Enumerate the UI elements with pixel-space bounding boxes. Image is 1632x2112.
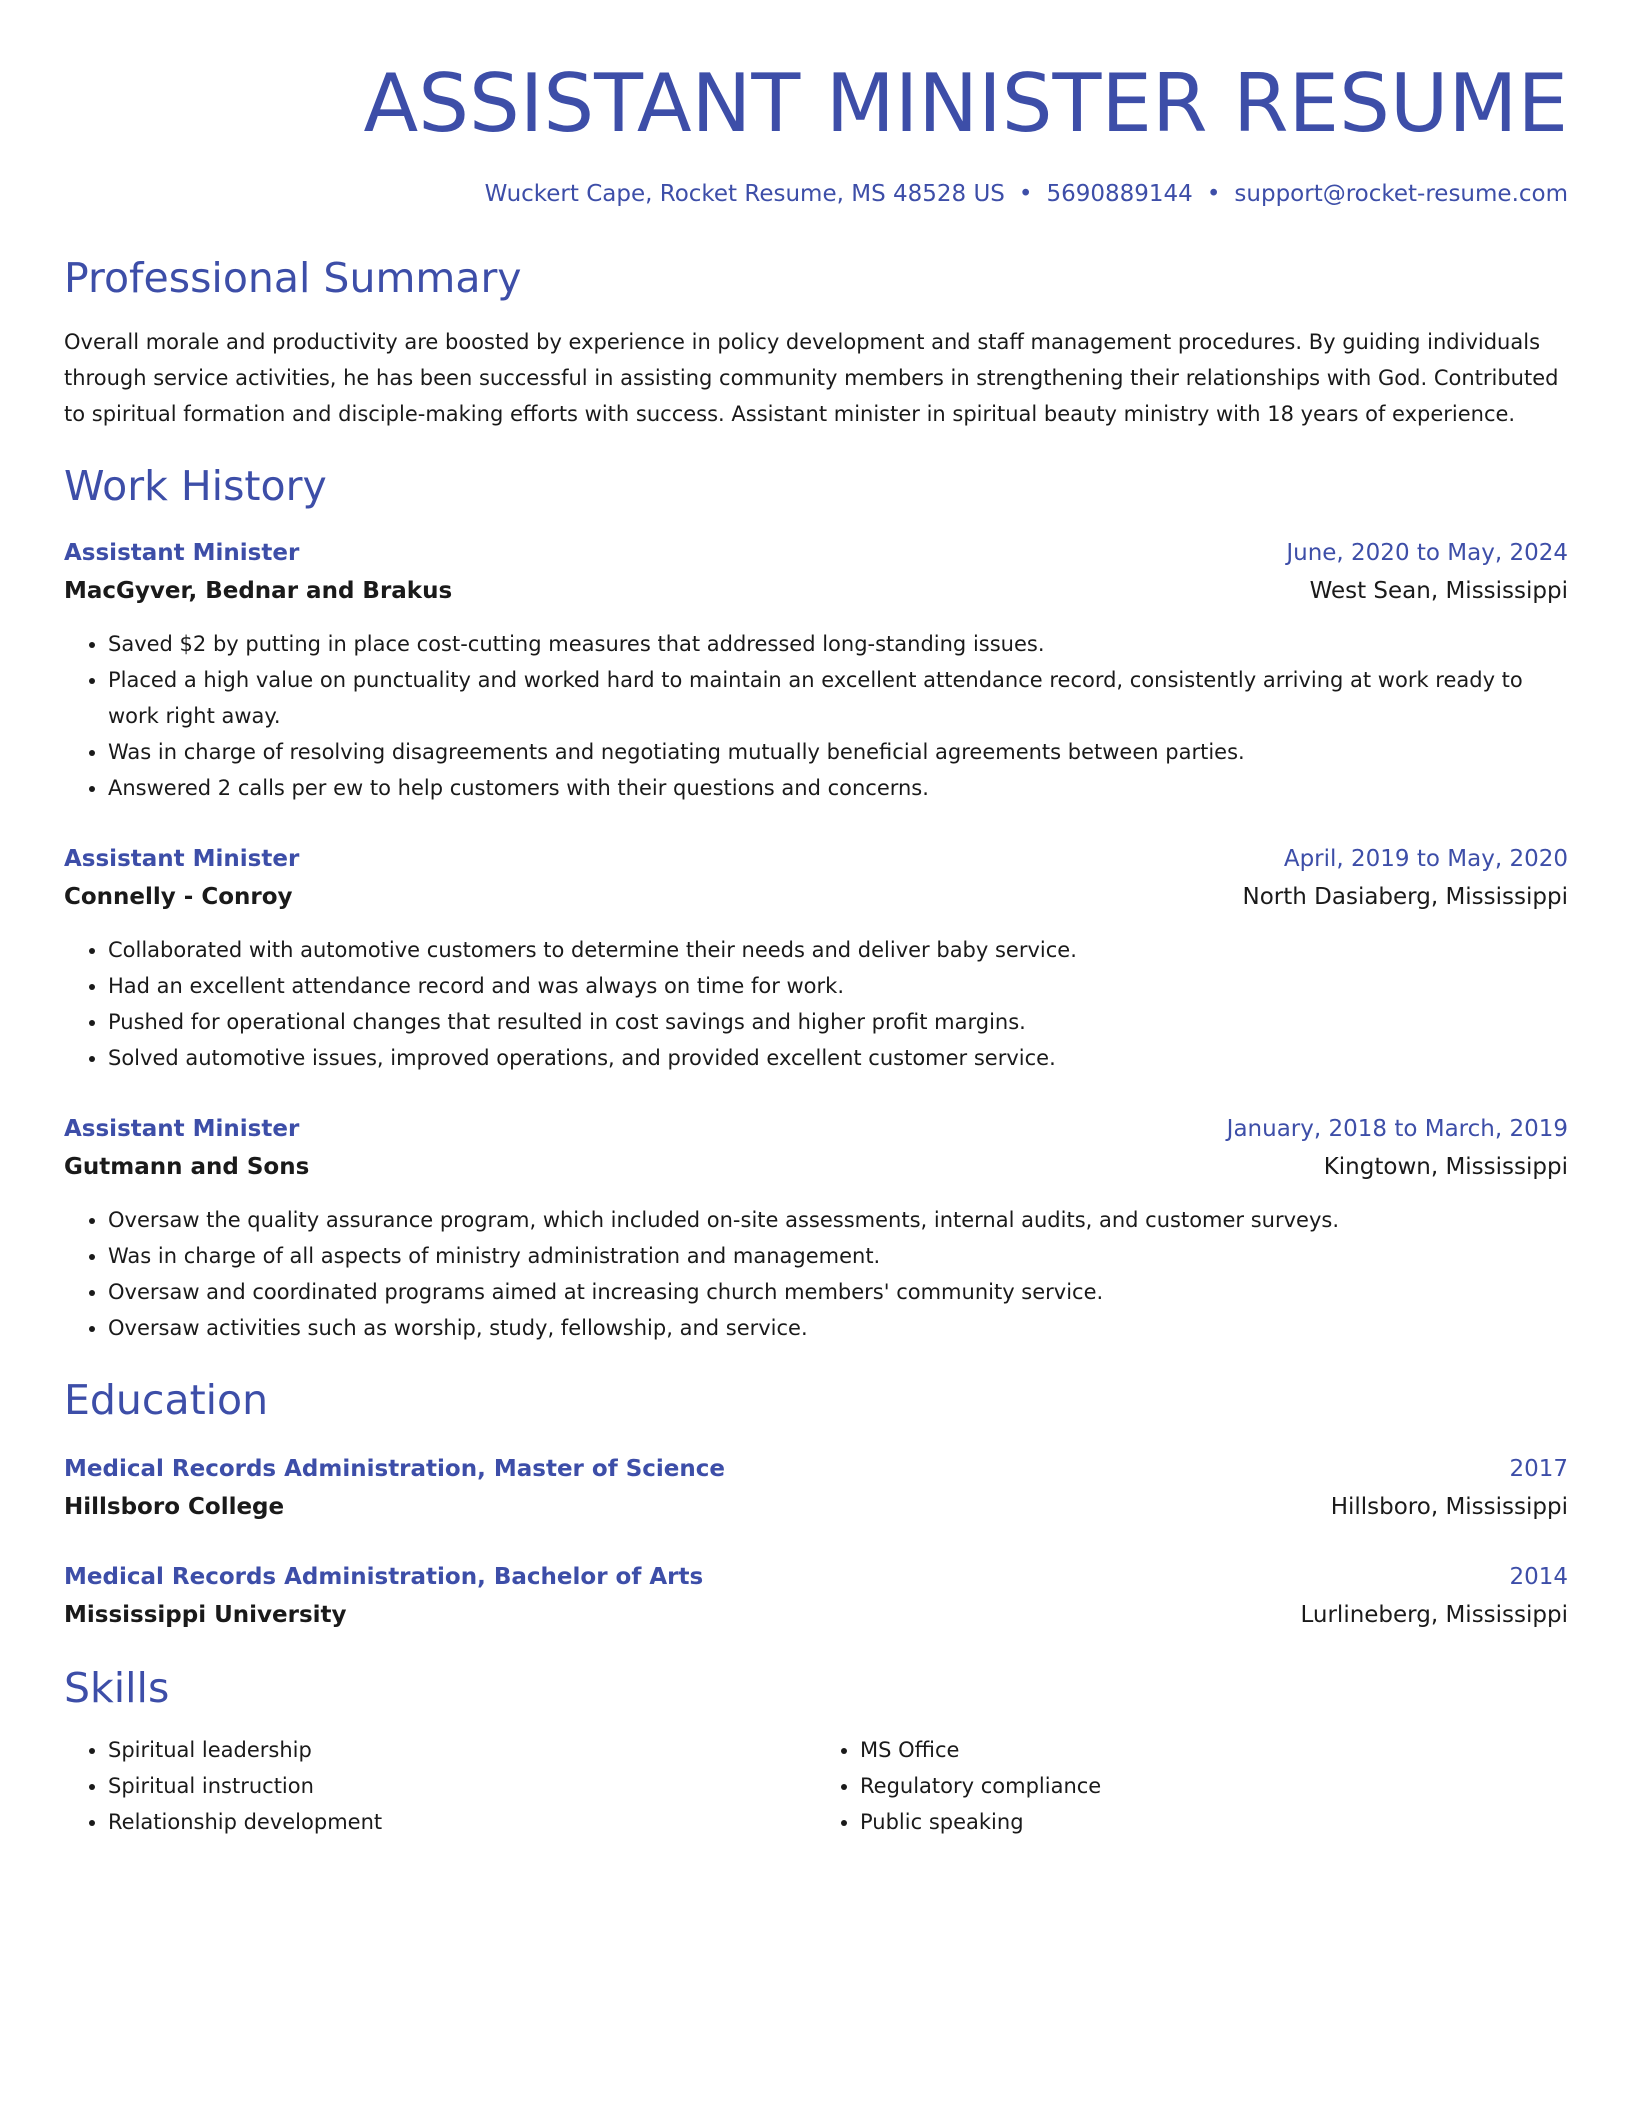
skill-item: • Regulatory compliance xyxy=(860,1768,1568,1804)
contact-address: Wuckert Cape, Rocket Resume, MS 48528 US xyxy=(484,181,1005,207)
summary-text: Overall morale and productivity are boosted by experience in policy development and staff management procedures. By guiding individuals through service activities, he has been successful in assisting community members in strengthening their relationships with God. Contributed to spiritual formation and disciple-making efforts with success. Assistant minister in spiritual beauty ministry with 18 years of experience. xyxy=(64,330,1559,426)
skill-item: • Public speaking xyxy=(860,1804,1568,1840)
skills-column-right xyxy=(816,1732,1568,1840)
job-bullet: • Collaborated with automotive customers to determine their needs and deliver baby service. xyxy=(108,932,1568,968)
summary-heading: Professional Summary xyxy=(64,254,522,302)
job-bullet: • Saved $2 by putting in place cost-cutting measures that addressed long-standing issues. xyxy=(108,626,1568,662)
skills-heading: Skills xyxy=(64,1664,170,1712)
job-location: Kingtown, Mississippi xyxy=(1323,1154,1568,1180)
job-bullet: • Answered 2 calls per ew to help customers with their questions and concerns. xyxy=(108,770,1568,806)
skills-column-left xyxy=(64,1732,816,1840)
job-employer: Gutmann and Sons xyxy=(64,1154,310,1180)
contact-line xyxy=(64,178,1568,210)
job-bullet: • Oversaw activities such as worship, study, fellowship, and service. xyxy=(108,1310,1568,1346)
contact-separator: • xyxy=(1206,181,1221,207)
job-employer: Connelly - Conroy xyxy=(64,884,293,910)
education-year: 2017 xyxy=(1509,1456,1568,1482)
job-title: Assistant Minister xyxy=(64,540,300,566)
job-title: Assistant Minister xyxy=(64,1116,300,1142)
job-bullet: • Was in charge of resolving disagreements and negotiating mutually beneficial agreements between parties. xyxy=(108,734,1568,770)
education-location: Hillsboro, Mississippi xyxy=(1330,1494,1568,1520)
skills-grid xyxy=(64,1732,1568,1840)
job-bullet: • Placed a high value on punctuality and worked hard to maintain an excellent attendance record, consistently arriving at work ready to work right away. xyxy=(108,662,1568,734)
skill-item: • Spiritual instruction xyxy=(108,1768,816,1804)
job-bullet: • Oversaw the quality assurance program, which included on-site assessments, internal audits, and customer surveys. xyxy=(108,1202,1568,1238)
job-title: Assistant Minister xyxy=(64,846,300,872)
job-employer: MacGyver, Bednar and Brakus xyxy=(64,578,453,604)
contact-separator: • xyxy=(1018,181,1033,207)
skill-item: • Relationship development xyxy=(108,1804,816,1840)
job-bullets xyxy=(64,1202,1568,1346)
skill-item: • MS Office xyxy=(860,1732,1568,1768)
education-degree: Medical Records Administration, Master of Science xyxy=(64,1456,725,1482)
contact-email: support@rocket-resume.com xyxy=(1234,181,1568,207)
job-bullets xyxy=(64,932,1568,1076)
job-bullet: • Had an excellent attendance record and was always on time for work. xyxy=(108,968,1568,1004)
education-entry xyxy=(64,1450,1568,1526)
job-bullets xyxy=(64,626,1568,806)
education-school: Mississippi University xyxy=(64,1602,347,1628)
education-school: Hillsboro College xyxy=(64,1494,285,1520)
skill-item: • Spiritual leadership xyxy=(108,1732,816,1768)
job-location: West Sean, Mississippi xyxy=(1309,578,1568,604)
job-bullet: • Pushed for operational changes that resulted in cost savings and higher profit margins. xyxy=(108,1004,1568,1040)
job-bullet: • Solved automotive issues, improved operations, and provided excellent customer service. xyxy=(108,1040,1568,1076)
education-year: 2014 xyxy=(1509,1564,1568,1590)
job-entry xyxy=(64,840,1568,1076)
contact-phone: 5690889144 xyxy=(1046,181,1193,207)
work-history-heading: Work History xyxy=(64,462,327,510)
job-dates: April, 2019 to May, 2020 xyxy=(1283,846,1568,872)
education-entry xyxy=(64,1558,1568,1634)
education-location: Lurlineberg, Mississippi xyxy=(1300,1602,1568,1628)
job-dates: June, 2020 to May, 2024 xyxy=(1286,540,1568,566)
education-heading: Education xyxy=(64,1376,269,1424)
job-dates: January, 2018 to March, 2019 xyxy=(1226,1116,1568,1142)
education-degree: Medical Records Administration, Bachelor of Arts xyxy=(64,1564,704,1590)
resume-title: ASSISTANT MINISTER RESUME xyxy=(363,57,1568,150)
job-entry xyxy=(64,1110,1568,1346)
job-bullet: • Oversaw and coordinated programs aimed at increasing church members' community service. xyxy=(108,1274,1568,1310)
job-location: North Dasiaberg, Mississippi xyxy=(1242,884,1568,910)
job-bullet: • Was in charge of all aspects of ministry administration and management. xyxy=(108,1238,1568,1274)
job-entry xyxy=(64,534,1568,806)
